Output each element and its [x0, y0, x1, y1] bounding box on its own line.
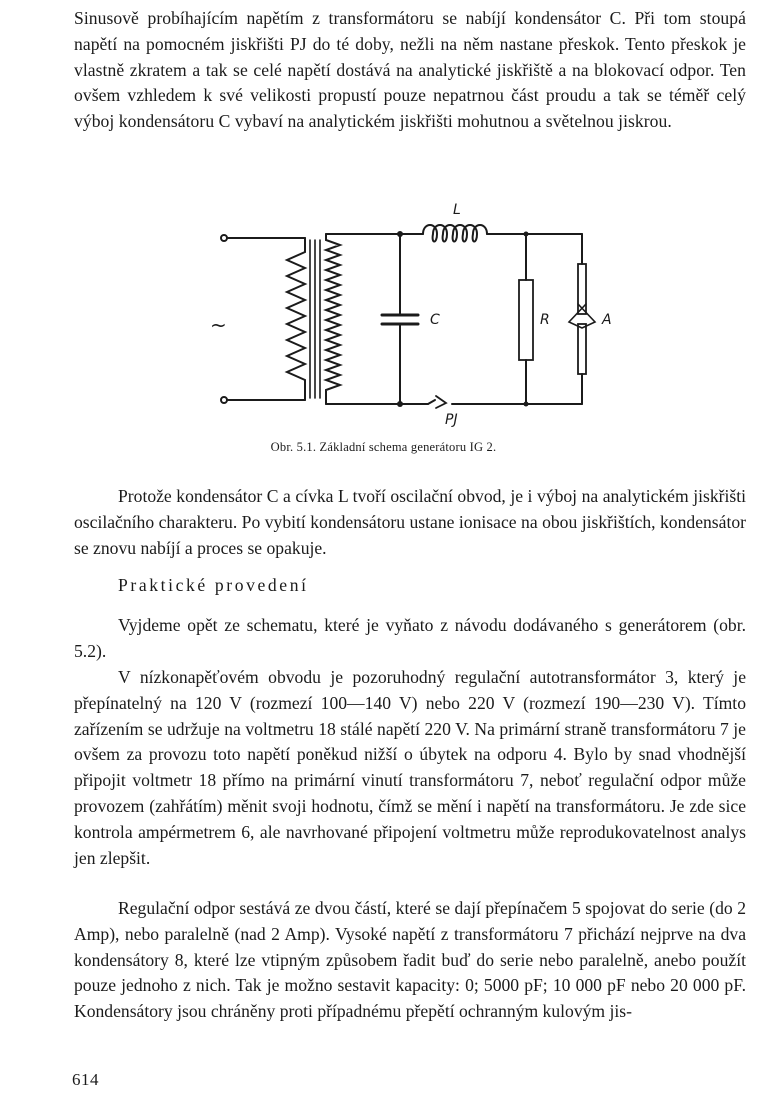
junction-node-top	[397, 231, 403, 237]
auxiliary-spark-gap-arrow	[436, 396, 446, 408]
label-inductor: L	[453, 202, 461, 218]
schematic-svg	[190, 200, 630, 430]
paragraph-generator-operation: Sinusově probíhajícím napětím z transformátoru se nabíjí kondensátor C. Při tom stoupá napětí na pomocném jiskřišti PJ do té doby, nežli na něm nastane přeskok. Tento přeskok je vlastně zkratem a tak se celé napětí dostává na analytické jiskřiště a na blokovací odpor. Ten ovšem vzhledem k své velikosti propustí pouze nepatrnou část proudu a tak se téměř celý výboj kondensátoru C vybaví na analytickém jiskřišti mohutnou a světelnou jiskrou.	[74, 8, 746, 132]
section-heading: Praktické provedení	[118, 575, 309, 595]
junction-node-resistor-bottom	[524, 402, 529, 407]
transformer-secondary-winding	[326, 234, 340, 404]
paragraph-regulating-resistor: Regulační odpor sestává ze dvou částí, které se dají přepínačem 5 spojovat do serie (do 2 Amp), nebo paralelně (nad 2 Amp). Vysoké napětí z transformátoru 7 přichází nejprve na dva kondensátory 8, které lze vtipným způsobem řadit buď do serie nebo paralelně, anebo použít pouze jednoho z nich. Tak je možno sestavit kapacity: 0; 5000 pF; 10 000 pF nebo 20 000 pF. Kondensátory jsou chráněny proti případnému přepětí ochranným kulovým jis-	[74, 898, 746, 1022]
page-number: 614	[72, 1070, 99, 1089]
transformer-primary-winding	[287, 238, 305, 400]
label-resistor: R	[540, 312, 550, 328]
label-capacitor: C	[430, 312, 440, 328]
inductor-coil	[423, 225, 487, 242]
analytical-gap-lower-electrode	[578, 324, 586, 374]
junction-node-resistor-top	[524, 232, 529, 237]
junction-node-bottom	[397, 401, 403, 407]
figure-caption: Obr. 5.1. Základní schema generátoru IG 2.	[270, 440, 497, 454]
label-auxiliary-gap: PJ	[445, 412, 458, 428]
paragraph-low-voltage-circuit: V nízkonapěťovém obvodu je pozoruhodný regulační autotransformátor 3, který je přepínatelný na 120 V (rozmezí 100—140 V) nebo 220 V (rozmezí 190—230 V). Tímto zařízením se udržuje na voltmetru 18 stálé napětí 220 V. Na primární straně transformátoru 7 je ovšem za provozu toto napětí poněkud nižší o úbytek na odporu 4. Bylo by snad vhodnější připojit voltmetr 18 přímo na primární vinutí transformátoru 7, neboť regulační odpor může provozem (zahřátím) měnit svoji hodnotu, čímž se mění i napětí na transformátoru. Je zde sice kontrola ampérmetrem 6, ale navrhované připojení voltmetru může reprodukovatelnost analys jen zlepšit.	[74, 667, 746, 868]
blocking-resistor	[519, 280, 533, 360]
paragraph-oscillating-circuit: Protože kondensátor C a cívka L tvoří oscilační obvod, je i výboj na analytickém jiskřišti oscilačního charakteru. Po vybití kondensátoru ustane ionisace na obou jiskřištích, kondensátor se znovu nabíjí a proces se opakuje.	[74, 486, 746, 558]
analytical-gap-upper-electrode	[578, 264, 586, 314]
paragraph-schematic-reference: Vyjdeme opět ze schematu, které je vyňato z návodu dodávaného s generátorem (obr. 5.2).	[74, 615, 746, 661]
label-analytical-gap: A	[602, 312, 612, 328]
ac-source-symbol: ~	[210, 313, 227, 337]
circuit-schematic	[190, 200, 630, 430]
